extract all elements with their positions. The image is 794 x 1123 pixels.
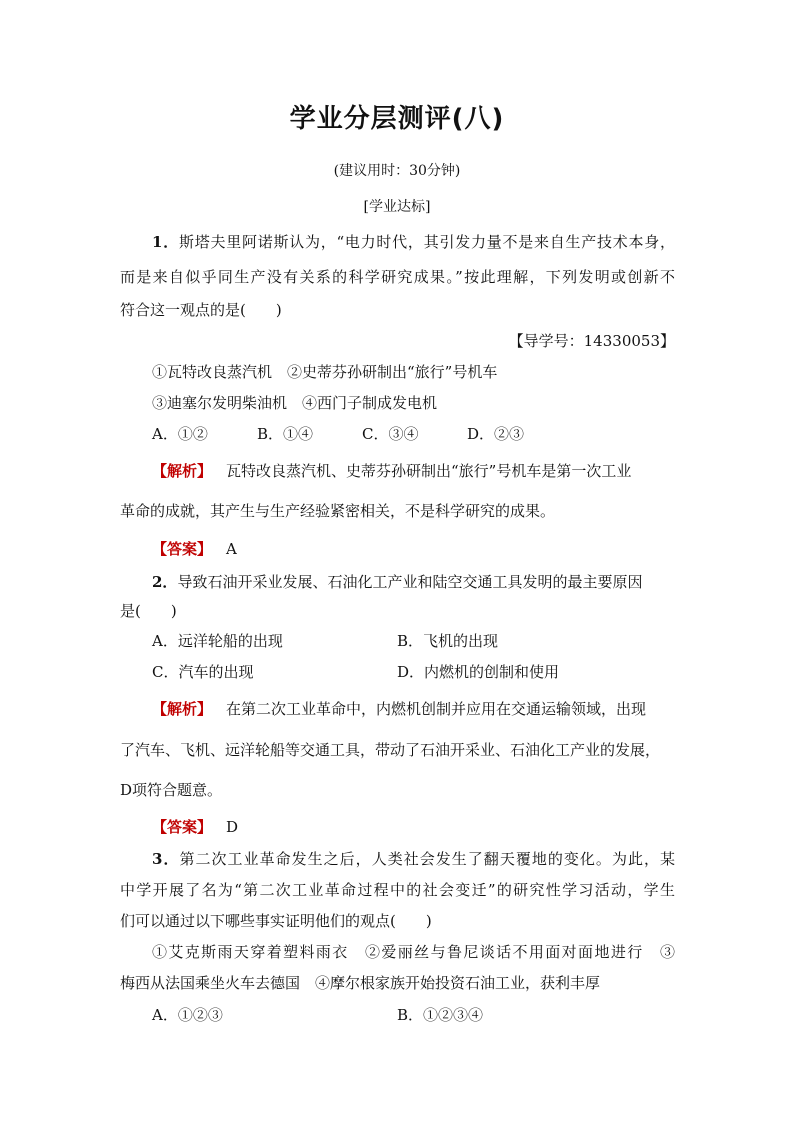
- q2-answer: [152, 816, 675, 837]
- q2-answer-value: D: [226, 818, 239, 836]
- q1-answer-tag: 【答案】: [152, 540, 213, 558]
- q1-stem-line-3: 符合这一观点的是( ): [120, 301, 282, 319]
- q3-stem-line-1: 3．第二次工业革命发生之后，人类社会发生了翻天覆地的变化。为此，某: [152, 850, 676, 868]
- q3-stem-line-3: 们可以通过以下哪些事实证明他们的观点( ): [120, 912, 432, 930]
- q3-option-a: A．①②③: [152, 1006, 223, 1024]
- q1-answer: [152, 538, 675, 559]
- q1-answer-value: A: [226, 540, 237, 558]
- q1-stem-line-1: 1．斯塔夫里阿诺斯认为，“电力时代，其引发力量不是来自生产技术本身，: [152, 233, 676, 251]
- q1-options: [152, 423, 675, 444]
- q1-analysis-tag: 【解析】: [152, 462, 213, 480]
- q2-stem-line-2: 是( ): [120, 602, 177, 620]
- q1-option-b: B．①④: [257, 425, 314, 443]
- q1-guide-number: 【导学号：14330053】: [508, 332, 675, 350]
- q1-option-c: C．③④: [362, 425, 419, 443]
- q1-analysis-line-1: 【解析】 瓦特改良蒸汽机、史蒂芬孙研制出“旅行”号机车是第一次工业: [152, 462, 632, 480]
- q3-stem-line-2: 中学开展了名为“第二次工业革命过程中的社会变迁”的研究性学习活动，学生: [120, 881, 675, 899]
- q2-analysis-line-3: D项符合题意。: [120, 781, 223, 799]
- q1-stem-line-2: 而是来自似乎同生产没有关系的科学研究成果。”按此理解，下列发明或创新不: [120, 268, 675, 286]
- q2-stem-line-1: 2．导致石油开采业发展、石油化工产业和陆空交通工具发明的最主要原因: [152, 573, 643, 591]
- q1-items-line-2: ③迪塞尔发明柴油机 ④西门子制成发电机: [152, 394, 438, 412]
- section-heading: [学业达标]: [363, 199, 431, 215]
- q1-analysis-line-2: 革命的成就，其产生与生产经验紧密相关，不是科学研究的成果。: [120, 502, 556, 520]
- q3-items-line-2: 梅西从法国乘坐火车去德国 ④摩尔根家族开始投资石油工业，获利丰厚: [120, 974, 601, 992]
- q3-options-row-1: [152, 1004, 675, 1025]
- q2-answer-tag: 【答案】: [152, 818, 213, 836]
- q2-analysis-line-1: 【解析】 在第二次工业革命中，内燃机创制并应用在交通运输领域，出现: [152, 700, 647, 718]
- q1-option-a: A．①②: [152, 425, 208, 443]
- q2-options-row-2: [152, 661, 675, 682]
- q2-option-c: C．汽车的出现: [152, 663, 254, 681]
- q1-number: 1．: [152, 233, 179, 251]
- q1-items-line-1: ①瓦特改良蒸汽机 ②史蒂芬孙研制出“旅行”号机车: [152, 363, 498, 381]
- page-title: 学业分层测评(八): [289, 104, 505, 134]
- q2-option-a: A．远洋轮船的出现: [152, 632, 283, 650]
- time-note: (建议用时：30分钟): [333, 163, 461, 179]
- q3-items-line-1: ①艾克斯雨天穿着塑料雨衣 ②爱丽丝与鲁尼谈话不用面对面地进行 ③: [152, 943, 675, 961]
- q3-number: 3．: [152, 850, 180, 868]
- q3-option-b: B．①②③④: [397, 1006, 484, 1024]
- q2-options-row-1: [152, 630, 675, 651]
- q1-option-d: D．②③: [467, 425, 525, 443]
- q2-number: 2．: [152, 573, 178, 591]
- q2-option-d: D．内燃机的创制和使用: [397, 663, 560, 681]
- q2-analysis-line-2: 了汽车、飞机、远洋轮船等交通工具，带动了石油开采业、石油化工产业的发展，: [120, 741, 661, 759]
- q2-analysis-tag: 【解析】: [152, 700, 213, 718]
- q2-option-b: B．飞机的出现: [397, 632, 499, 650]
